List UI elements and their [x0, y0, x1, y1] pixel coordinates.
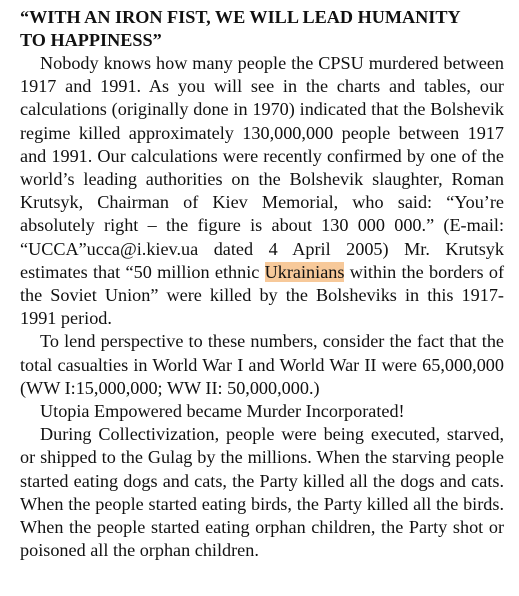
paragraph-2: To lend perspective to these numbers, consider the fact that the total casualties in World War I and World War II were 65,000,000 (WW I:15,000,000; WW II: 50,000,000.): [20, 331, 504, 398]
paragraph-1-text-a: Nobody knows how many people the CPSU murdered between 1917 and 1991. As you will see in the charts and tables, our calculations (originally done in 1970) indicated that the Bolshevik regime killed approximately 130,000,000 people between 1917 and 1991. Our calculations were recently confirmed by one of the world’s leading authorities on the Bolshevik slaughter, Roman Krutsyk, Chairman of Kiev Memorial, who said: “You’re absolutely right – the figure is about 130 000 000.” (E-mail: “UCCA”ucca@i.kiev.ua dated 4 April 2005) Mr. Krutsyk estimates that “50 million ethnic: [20, 53, 504, 282]
heading-line-2: TO HAPPINESS”: [20, 30, 162, 50]
paragraph-4: During Collectivization, people were being executed, starved, or shipped to the Gulag by the millions. When the starving people started eating dogs and cats, the Party killed all the dogs and cats. When the people started eating birds, the Party killed all the birds. When the people started eating orphan children, the Party shot or poisoned all the orphan children.: [20, 424, 504, 561]
heading-line-1: “WITH AN IRON FIST, WE WILL LEAD HUMANITY: [20, 7, 461, 27]
paragraph-1: [20, 52, 504, 330]
highlighted-word[interactable]: Ukrainians: [264, 261, 345, 282]
paragraph-3: Utopia Empowered became Murder Incorporated!: [40, 401, 405, 422]
article-heading: [20, 6, 508, 52]
paragraph-1-text-b: within the borders of the Soviet Union” were killed by the Bolsheviks in this 1917-1991 period.: [20, 261, 504, 329]
article-body: [20, 52, 504, 562]
